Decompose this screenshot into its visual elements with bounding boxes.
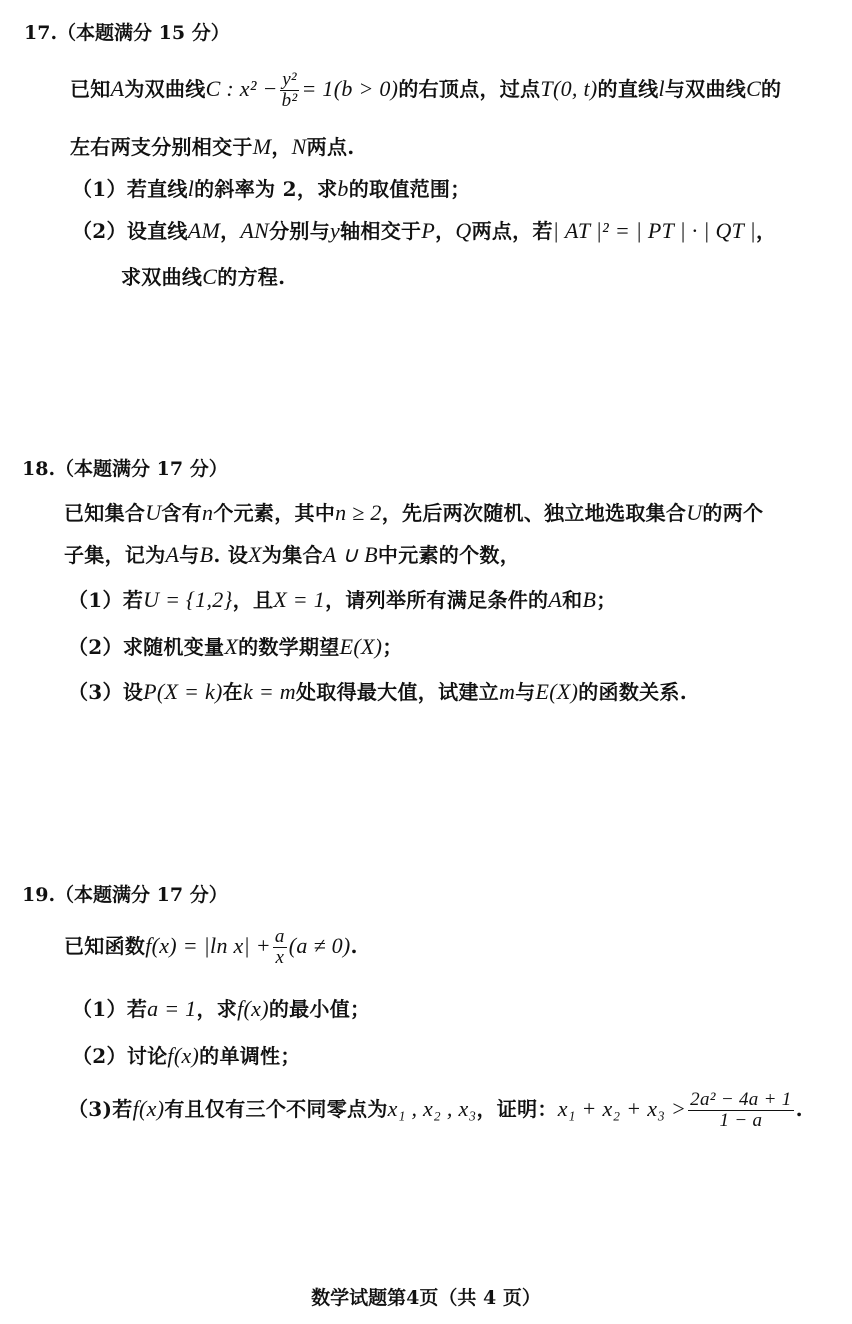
- text: ，请列举所有满足条件的: [325, 588, 549, 612]
- text: 的直线: [597, 77, 659, 101]
- math: A: [110, 76, 125, 101]
- text: （2）求随机变量: [68, 635, 225, 659]
- math: A ∪ B: [322, 542, 378, 567]
- math: f(x): [132, 1096, 165, 1121]
- text: 两点，若: [471, 219, 553, 243]
- math: b: [337, 176, 349, 201]
- text: 个元素，其中: [213, 501, 336, 525]
- q18-line2: [64, 539, 520, 568]
- text: 和: [562, 588, 583, 612]
- math: M: [252, 134, 272, 159]
- text: ，: [220, 219, 241, 243]
- math: B: [199, 542, 214, 567]
- text: ；: [596, 588, 617, 612]
- text: 有且仅有三个不同零点为: [164, 1097, 388, 1121]
- math: AN: [240, 218, 270, 243]
- q17-heading: 17.（本题满分 15 分）: [24, 22, 230, 44]
- text: 处取得最大值，试建立: [295, 680, 499, 704]
- text: ，证明：: [476, 1097, 558, 1121]
- math: P: [421, 218, 436, 243]
- text: （3）设: [68, 680, 144, 704]
- text: 的两个: [702, 501, 764, 525]
- text: .: [795, 1097, 803, 1121]
- text: 的单调性；: [199, 1044, 301, 1068]
- math: f(x) = |ln x| +: [145, 933, 271, 958]
- math: y: [330, 218, 341, 243]
- text: ，求: [196, 997, 238, 1021]
- q19-part3: [68, 1090, 803, 1131]
- page-footer: 数学试题第4页（共 4 页）: [311, 1287, 541, 1309]
- text: 的取值范围；: [348, 177, 471, 201]
- text: ，且: [232, 588, 274, 612]
- q17-part2: [72, 215, 776, 244]
- math: | AT |² = | PT | · | QT |: [552, 218, 756, 243]
- math: Q: [455, 218, 472, 243]
- math: = 1(b > 0): [301, 76, 399, 101]
- text: （1）若: [68, 588, 144, 612]
- math: U: [686, 500, 703, 525]
- text: ，先后两次随机、独立地选取集合: [381, 501, 687, 525]
- text: ，: [755, 219, 777, 243]
- math: C : x² −: [205, 76, 278, 101]
- fraction: [688, 1090, 793, 1131]
- math: l: [187, 176, 195, 201]
- math: N: [291, 134, 307, 159]
- math: X: [224, 634, 239, 659]
- q18-part3: [68, 676, 687, 705]
- text: 为集合: [261, 543, 323, 567]
- fraction: [273, 927, 287, 968]
- math: U: [145, 500, 162, 525]
- math: E(X): [339, 634, 383, 659]
- math: x₁ , x₂ , x₃: [387, 1096, 477, 1121]
- math: (a ≠ 0): [288, 933, 351, 958]
- math: X: [248, 542, 262, 567]
- q17-part1: [72, 173, 471, 202]
- math: m: [498, 679, 516, 704]
- q19-part2: [72, 1040, 301, 1069]
- math: U = {1,2}: [143, 587, 233, 612]
- q17-line1: [70, 70, 781, 111]
- text: 在: [222, 680, 243, 704]
- text: 子集，记为: [64, 543, 166, 567]
- fraction-denominator: b²: [281, 90, 298, 111]
- text: 的数学期望: [238, 635, 340, 659]
- q18-line1: [64, 497, 763, 526]
- text: 与: [515, 680, 536, 704]
- text: （2）设直线: [72, 219, 188, 243]
- q17-part2-cont: [121, 261, 285, 290]
- math: X = 1: [273, 587, 326, 612]
- text: （2）讨论: [72, 1044, 168, 1068]
- math: a = 1: [147, 996, 197, 1021]
- text: 的右顶点，过点: [398, 77, 541, 101]
- text: 中元素的个数，: [377, 543, 520, 567]
- text: 的: [761, 77, 782, 101]
- text: 已知集合: [64, 501, 146, 525]
- fraction-numerator: a: [274, 926, 285, 947]
- text: 与: [179, 543, 200, 567]
- math: f(x): [237, 996, 269, 1021]
- text: ；: [382, 635, 403, 659]
- text: 含有: [161, 501, 203, 525]
- math: n: [202, 500, 214, 525]
- text: ，: [271, 135, 292, 159]
- fraction-numerator: y²: [280, 70, 300, 91]
- text: （1）若: [72, 997, 148, 1021]
- text: 分别与: [269, 219, 331, 243]
- text: 与双曲线: [664, 77, 747, 101]
- text: 已知: [70, 77, 111, 101]
- text: . 设: [213, 543, 249, 567]
- text: 的斜率为 2，求: [194, 177, 338, 201]
- math: E(X): [535, 679, 579, 704]
- math: AM: [187, 218, 221, 243]
- q19-heading: 19.（本题满分 17 分）: [22, 884, 228, 906]
- fraction-denominator: 1 − a: [719, 1110, 763, 1131]
- math: T(0, t): [540, 76, 598, 101]
- q18-part1: [68, 584, 617, 613]
- math: B: [582, 587, 597, 612]
- math: f(x): [167, 1043, 200, 1068]
- text: 的方程.: [217, 265, 286, 289]
- text: .: [350, 934, 358, 958]
- q18-heading: 18.（本题满分 17 分）: [22, 458, 228, 480]
- q17-line2: [70, 131, 355, 160]
- text: 轴相交于: [340, 219, 422, 243]
- text: ，: [435, 219, 456, 243]
- q19-line1: [64, 927, 358, 968]
- text: （1）若直线: [72, 177, 188, 201]
- text: 为双曲线: [124, 77, 206, 101]
- math: A: [165, 542, 180, 567]
- text: （3)若: [68, 1097, 133, 1121]
- math: A: [548, 587, 563, 612]
- fraction: [280, 70, 300, 111]
- math: n ≥ 2: [335, 500, 382, 525]
- q18-part2: [68, 631, 403, 660]
- q19-part1: [72, 993, 370, 1022]
- text: 两点.: [306, 135, 355, 159]
- fraction-denominator: x: [275, 947, 285, 968]
- text: 的最小值；: [268, 997, 371, 1021]
- math: C: [746, 76, 762, 101]
- math: C: [202, 264, 218, 289]
- math: k = m: [242, 679, 296, 704]
- text: 的函数关系.: [578, 680, 687, 704]
- math: l: [658, 76, 665, 101]
- math: x₁ + x₂ + x₃ >: [557, 1096, 687, 1121]
- text: 求双曲线: [121, 265, 203, 289]
- text: 已知函数: [64, 934, 146, 958]
- math: P(X = k): [143, 679, 223, 704]
- text: 左右两支分别相交于: [70, 135, 253, 159]
- fraction-numerator: 2a² − 4a + 1: [690, 1089, 792, 1110]
